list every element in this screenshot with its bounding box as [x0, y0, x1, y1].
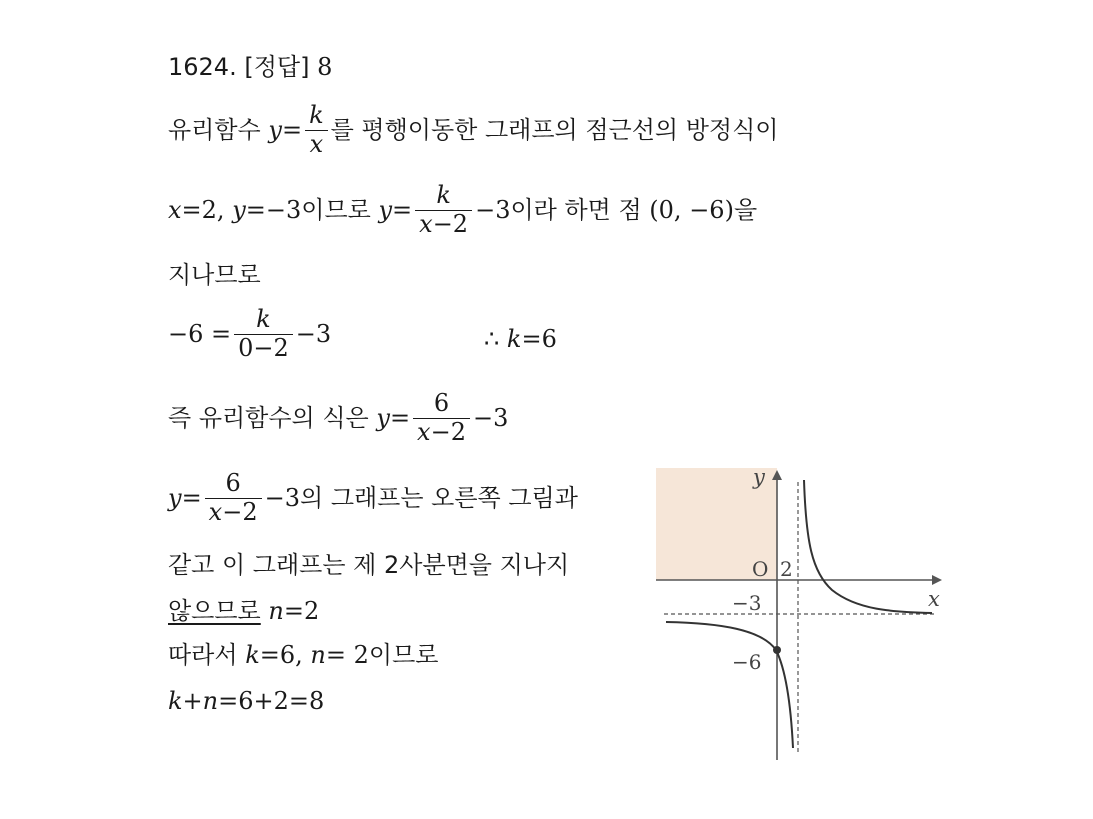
fraction-6-over-x-minus-2: [205, 470, 262, 526]
line6-text: 의 그래프는 오른쪽 그림과: [300, 484, 578, 513]
asymptote-x-value: =2,: [181, 196, 225, 225]
solution-line-5: [168, 390, 508, 446]
underlined-text: 않으므로: [168, 597, 261, 625]
line7-text: 같고 이 그래프는 제 2사분면을 지나지: [168, 551, 570, 579]
point-0-minus-6: [773, 646, 781, 654]
answer-label: [정답]: [244, 53, 310, 81]
fraction-k-over-0-minus-2: [234, 306, 293, 362]
solution-line-9: [168, 642, 438, 667]
numerator-k: k: [309, 101, 324, 129]
denominator: [413, 418, 470, 447]
hyperbola-graph: [652, 462, 952, 762]
hyperbola-left-branch: [666, 622, 793, 748]
plus: +: [182, 687, 203, 715]
point-y-label: −6: [732, 650, 762, 674]
var-y: y: [168, 484, 182, 513]
denominator: [205, 498, 262, 527]
den-rest: −2: [430, 417, 466, 446]
denominator: [415, 210, 472, 239]
asymptote-y-value: =−3: [245, 196, 302, 225]
var-y: y: [268, 116, 282, 145]
var-k: k: [168, 687, 183, 715]
line5-text: 즉 유리함수의 식은: [168, 404, 369, 433]
var-n: n: [310, 641, 326, 669]
solution-line-6: [168, 470, 578, 526]
solution-line-1: [168, 102, 778, 158]
denominator-x: x: [305, 130, 328, 159]
problem-number: 1624.: [168, 53, 237, 81]
problem-header: [168, 54, 332, 79]
var-y: y: [232, 196, 246, 225]
minus-3: −3: [264, 484, 300, 513]
line2-text-1: 이므로: [301, 196, 371, 225]
solution-line-3: [168, 262, 261, 287]
x-axis-label: x: [928, 587, 940, 611]
solution-line-8: [168, 598, 319, 623]
den-var-x: x: [417, 417, 431, 446]
var-k: k: [506, 325, 522, 353]
var-x: x: [168, 196, 182, 225]
line9-text-b: 이므로: [368, 641, 439, 669]
n-value: = 2: [325, 641, 369, 669]
k-value: =6: [521, 325, 557, 353]
equals: =: [281, 116, 303, 145]
minus-3: −3: [472, 404, 509, 433]
equals: =: [392, 196, 413, 225]
solution-line-4: [168, 306, 331, 362]
den-var-x: x: [419, 209, 433, 238]
var-y-2: y: [378, 196, 393, 225]
equals: =: [389, 404, 411, 433]
therefore-k-equals-6: [484, 326, 557, 351]
line9-text-a: 따라서: [168, 641, 238, 669]
den-rest: −2: [432, 209, 469, 238]
var-n: n: [202, 687, 219, 715]
var-y: y: [376, 404, 390, 433]
asymptote-y-label: −3: [732, 591, 762, 615]
line1-text-a: 유리함수: [168, 116, 261, 145]
final-sum: =6+2=8: [218, 687, 325, 715]
k-value: =6,: [259, 641, 303, 669]
fraction-k-over-x: [305, 102, 328, 158]
equals: =: [181, 484, 202, 513]
line2-text-3: 을: [733, 196, 758, 225]
minus-3: −3: [475, 196, 511, 225]
den-var-x: x: [208, 497, 223, 526]
minus-6-eq: −6 =: [168, 320, 232, 349]
n-value: =2: [283, 597, 320, 625]
therefore-symbol: ∴: [484, 325, 500, 353]
minus-3: −3: [295, 320, 332, 349]
solution-line-2: [168, 182, 757, 238]
x-axis-arrow: [932, 575, 942, 585]
asymptote-x-label: 2: [780, 557, 793, 581]
solution-line-10: [168, 688, 324, 713]
point-coords: (0, −6): [649, 196, 734, 225]
var-k: k: [245, 641, 260, 669]
answer-value: 8: [317, 53, 333, 81]
fraction-6-over-x-minus-2: [413, 390, 470, 446]
var-n: n: [268, 597, 284, 625]
numerator-k: k: [436, 181, 451, 209]
fraction-k-over-x-minus-2: [415, 182, 472, 238]
y-axis-label: y: [753, 465, 765, 489]
numerator-k: k: [256, 305, 271, 333]
numerator-6: 6: [225, 469, 241, 497]
line3-text: 지나므로: [168, 261, 261, 289]
line1-text-b: 를 평행이동한 그래프의 점근선의 방정식이: [330, 116, 779, 145]
origin-label: O: [752, 557, 769, 581]
solution-line-7: [168, 552, 569, 577]
den-rest: −2: [222, 497, 258, 526]
numerator-6: 6: [433, 389, 450, 417]
hyperbola-right-branch: [804, 480, 932, 613]
line2-text-2: 이라 하면 점: [510, 196, 642, 225]
denominator: 0−2: [234, 334, 293, 363]
